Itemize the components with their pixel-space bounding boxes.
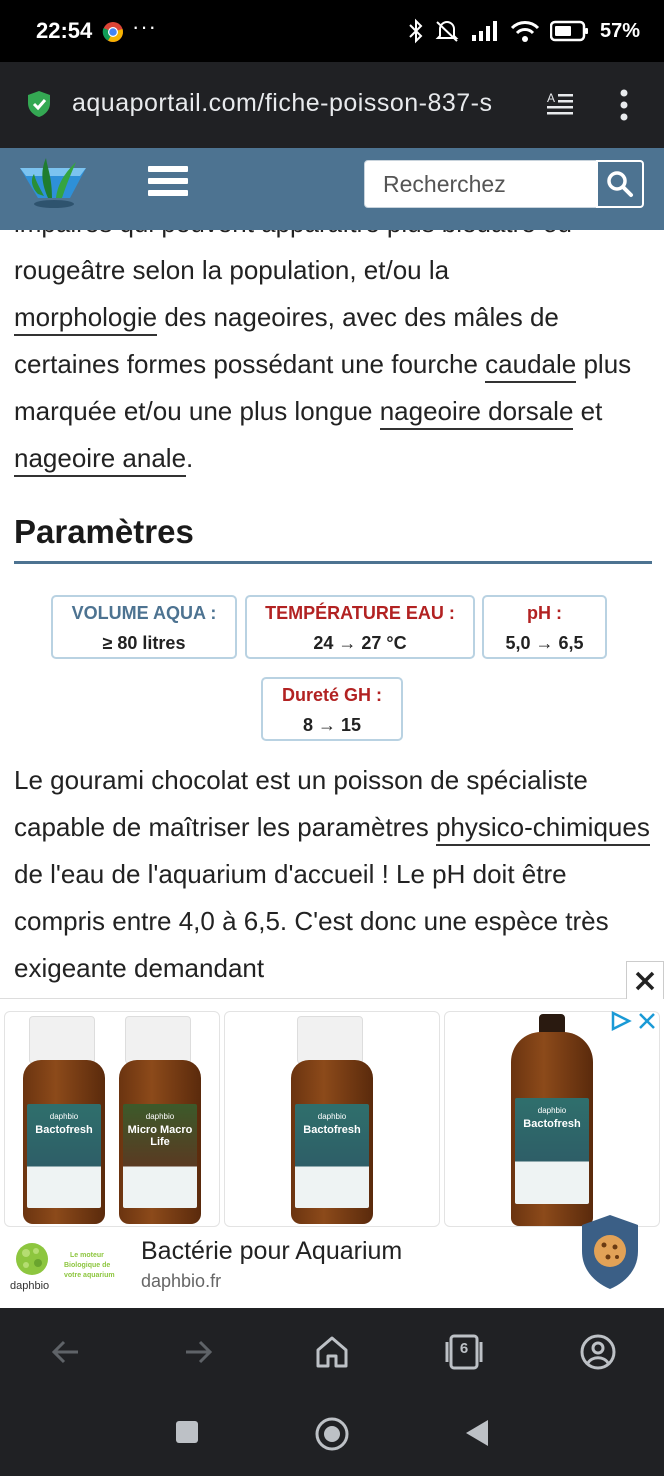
- svg-text:votre aquarium: votre aquarium: [64, 1272, 115, 1279]
- bottle-label: [295, 1104, 369, 1208]
- search-icon: [606, 170, 634, 198]
- bell-muted-icon: [434, 18, 460, 44]
- cookie-consent-icon[interactable]: [578, 1213, 642, 1291]
- text: .: [186, 443, 194, 473]
- system-nav-bar: [0, 1398, 664, 1476]
- daphbio-logo[interactable]: [8, 1241, 126, 1293]
- bottle-brand: daphbio: [145, 1112, 175, 1121]
- bluetooth-icon: [408, 18, 424, 44]
- section-heading: Paramètres: [14, 513, 194, 550]
- bottle-product-name: Micro Macro Life: [127, 1124, 193, 1148]
- browser-toolbar: [0, 1308, 664, 1398]
- link-physico-chimiques[interactable]: physico-chimiques: [436, 812, 650, 846]
- reader-mode-icon[interactable]: [544, 90, 576, 120]
- home-nav-icon[interactable]: [314, 1416, 350, 1452]
- wifi-icon: [510, 19, 540, 43]
- link-morphologie[interactable]: morphologie: [14, 302, 157, 336]
- param-card-temperature: [245, 595, 475, 659]
- more-options-icon[interactable]: [612, 86, 636, 124]
- param-card-gh: [261, 677, 403, 741]
- text: des nageoires, avec des mâles de certaines formes possédant une fourche: [14, 302, 559, 379]
- link-nageoire-anale[interactable]: nageoire anale: [14, 443, 186, 477]
- param-label: TEMPÉRATURE EAU :: [265, 603, 455, 623]
- text: de l'eau de l'aquarium d'accueil ! Le pH doit être compris entre 4,0 à 6,5. C'est donc une espèce très exigeante demandant: [14, 859, 609, 983]
- logo-brand: daphbio: [10, 1280, 50, 1292]
- status-icons: [408, 16, 640, 46]
- param-card-ph: [482, 595, 607, 659]
- ad-product-image[interactable]: [224, 1011, 440, 1227]
- home-icon[interactable]: [312, 1332, 352, 1372]
- account-icon[interactable]: [578, 1332, 618, 1372]
- site-header: [0, 148, 664, 230]
- ad-banner[interactable]: [0, 998, 664, 1308]
- battery-percentage: 57%: [599, 19, 640, 42]
- status-more-icon: ···: [132, 14, 157, 39]
- param-value: 8 → 15: [302, 715, 362, 735]
- status-bar: [0, 0, 664, 62]
- battery-icon: [550, 20, 590, 42]
- bottle-product-name: Bactofresh: [35, 1124, 93, 1136]
- aquaportail-logo-icon[interactable]: [18, 154, 88, 216]
- menu-hamburger-icon[interactable]: [148, 166, 188, 202]
- param-label: Dureté GH :: [281, 685, 382, 705]
- bottle-label: [515, 1098, 589, 1204]
- close-icon: [634, 970, 656, 992]
- heading-underline: [14, 561, 652, 564]
- ad-close-button[interactable]: [626, 961, 664, 999]
- ad-product-image[interactable]: [444, 1011, 660, 1227]
- adchoices[interactable]: [610, 1011, 656, 1031]
- link-nageoire-dorsale[interactable]: nageoire dorsale: [380, 396, 574, 430]
- param-card-volume: [51, 595, 237, 659]
- svg-text:Le moteur: Le moteur: [70, 1252, 104, 1259]
- text: plus marquée et/ou une plus longue: [14, 349, 632, 426]
- text: et: [573, 396, 603, 426]
- back-nav-icon[interactable]: [464, 1418, 490, 1448]
- bottle-label: [123, 1104, 197, 1208]
- ad-product-image[interactable]: [4, 1011, 220, 1227]
- ad-domain[interactable]: daphbio.fr: [141, 1271, 222, 1291]
- svg-text:Biologique de: Biologique de: [64, 1262, 111, 1269]
- article-content: [0, 200, 664, 998]
- status-time: 22:54: [36, 18, 93, 43]
- secure-shield-icon[interactable]: [26, 90, 52, 118]
- search-button[interactable]: [596, 160, 644, 208]
- signal-icon: [470, 19, 500, 43]
- param-value: 5,0 → 6,5: [505, 633, 584, 653]
- bottle-brand: daphbio: [537, 1106, 567, 1115]
- search-input[interactable]: [364, 160, 598, 208]
- url-text[interactable]: aquaportail.com/fiche-poisson-837-s: [72, 89, 528, 123]
- bottle-brand: daphbio: [317, 1112, 347, 1121]
- param-label: pH :: [527, 603, 562, 623]
- bottle-brand: daphbio: [49, 1112, 79, 1121]
- param-value: ≥ 80 litres: [102, 633, 186, 653]
- bottle-product-name: Bactofresh: [523, 1118, 581, 1130]
- ad-dismiss-icon[interactable]: [638, 1012, 656, 1030]
- recent-apps-icon[interactable]: [175, 1420, 199, 1444]
- tab-count: 6: [459, 1340, 469, 1357]
- adchoices-icon[interactable]: [610, 1011, 632, 1031]
- text: Le gourami chocolat est un poisson de spécialiste capable de maîtriser les paramètres: [14, 765, 588, 842]
- text: rougeâtre selon la population, et/ou la: [14, 255, 450, 285]
- bottle-product-name: Bactofresh: [303, 1124, 361, 1136]
- article-paragraph: [14, 757, 654, 992]
- param-value: 24 → 27 °C: [313, 633, 407, 653]
- tab-switcher-button[interactable]: [444, 1332, 484, 1372]
- back-arrow-icon[interactable]: [46, 1332, 86, 1372]
- link-caudale[interactable]: caudale: [485, 349, 576, 383]
- svg-text:A: A: [547, 91, 556, 105]
- article-paragraph: [14, 200, 654, 482]
- ad-title[interactable]: Bactérie pour Aquarium: [141, 1237, 403, 1265]
- chrome-icon: [102, 21, 124, 43]
- forward-arrow-icon[interactable]: [178, 1332, 218, 1372]
- browser-url-bar: [0, 62, 664, 148]
- bottle-label: [27, 1104, 101, 1208]
- param-label: VOLUME AQUA :: [71, 603, 217, 623]
